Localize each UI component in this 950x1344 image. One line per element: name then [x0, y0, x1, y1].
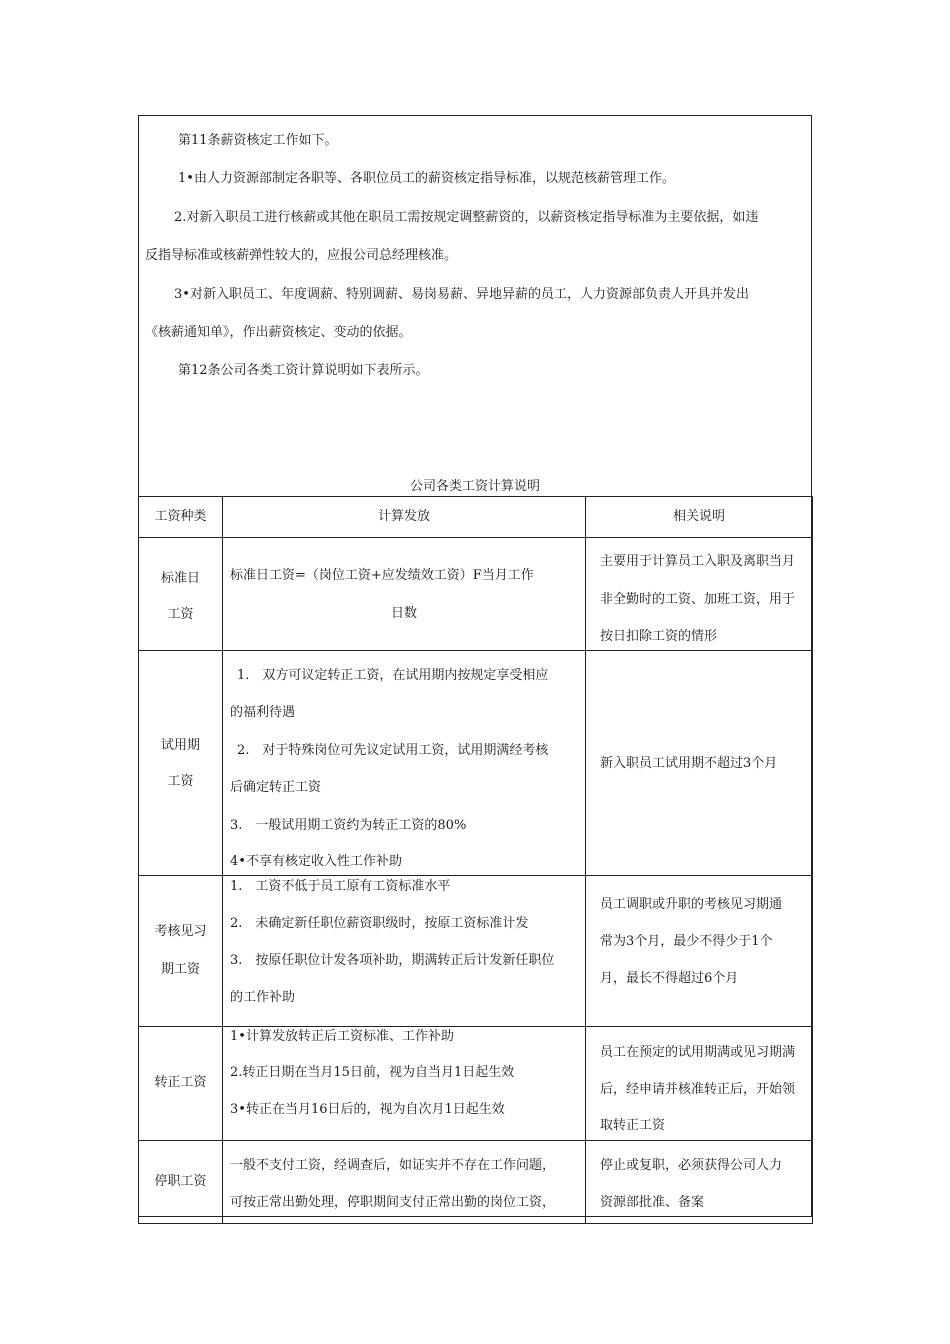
row-calc-text: 3. 按原任职位计发各项补助，期满转正后计发新任职位	[230, 953, 555, 968]
paragraph-item-2-line-2: 反指导标准或核薪弹性较大的，应报公司总经理核准。	[145, 248, 458, 263]
row-note-text: 员工在预定的试用期满或见习期满	[600, 1045, 796, 1060]
header-calc: 计算发放	[377, 509, 430, 524]
row-note-cell	[586, 651, 813, 876]
row-calc-text: 3•转正在当月16日后的，视为自次月1日起生效	[230, 1102, 505, 1117]
table-row	[139, 1141, 813, 1224]
row-calc-text: 4•不享有核定收入性工作补助	[230, 854, 402, 869]
row-type-text: 工资	[167, 774, 194, 789]
row-note-text: 资源部批准、备案	[600, 1195, 705, 1210]
row-calc-text: 3. 一般试用期工资约为转正工资的80%	[230, 818, 467, 833]
row-calc-text: 2.转正日期在当月15日前，视为自当月1日起生效	[230, 1065, 515, 1080]
row-note-text: 常为3个月，最少不得少于1个	[600, 934, 773, 949]
header-type: 工资种类	[154, 509, 207, 524]
paragraph-item-3-line-2: 《核薪通知单》，作出薪资核定、变动的依据。	[145, 325, 412, 340]
article-12-heading: 第12条公司各类工资计算说明如下表所示。	[178, 363, 429, 378]
table-row	[139, 876, 813, 1027]
row-note-cell	[586, 1027, 813, 1141]
header-cell-note	[586, 497, 813, 538]
row-calc-text: 日数	[390, 606, 417, 621]
header-cell-type	[139, 497, 223, 538]
row-type-cell	[139, 876, 223, 1027]
row-calc-text: 1•计算发放转正后工资标准、工作补助	[230, 1029, 454, 1044]
row-type-text: 期工资	[160, 962, 200, 977]
row-type-text: 工资	[167, 607, 194, 622]
row-note-text: 非全勤时的工资、加班工资，用于	[600, 592, 796, 607]
row-note-text: 按日扣除工资的情形	[600, 629, 718, 644]
table-row	[139, 538, 813, 651]
row-note-text: 停止或复职，必须获得公司人力	[600, 1158, 783, 1173]
row-type-cell	[139, 651, 223, 876]
row-note-cell	[586, 876, 813, 1027]
row-calc-text: 的工作补助	[230, 990, 296, 1005]
row-type-text: 考核见习	[154, 924, 207, 939]
row-calc-text: 可按正常出勤处理，停职期间支付正常出勤的岗位工资，	[230, 1195, 556, 1210]
row-calc-text: 1. 双方可议定转正工资，在试用期内按规定享受相应	[237, 668, 549, 683]
row-type-cell	[139, 1027, 223, 1141]
paragraph-item-2-line-1: 2.对新入职员工进行核薪或其他在职员工需按规定调整薪资的，以薪资核定指导标准为主要依据，如违	[174, 210, 759, 225]
row-calc-text: 2. 未确定新任职位薪资职级时，按原工资标准计发	[230, 916, 529, 931]
row-calc-text: 1. 工资不低于员工原有工资标准水平	[230, 879, 451, 894]
row-calc-cell	[223, 876, 586, 1027]
row-note-text: 主要用于计算员工入职及离职当月	[600, 554, 796, 569]
row-note-cell	[586, 1141, 813, 1224]
row-type-cell	[139, 1141, 223, 1224]
row-calc-text: 后确定转正工资	[230, 780, 322, 795]
row-calc-text: 标准日工资=（岗位工资+应发绩效工资）F当月工作	[230, 568, 534, 583]
row-type-text: 转正工资	[154, 1075, 207, 1090]
row-type-text: 试用期	[160, 738, 200, 753]
row-note-text: 月，最长不得超过6个月	[600, 971, 739, 986]
paragraph-item-1: 1•由人力资源部制定各职等、各职位员工的薪资核定指导标准，以规范核薪管理工作。	[178, 171, 675, 186]
row-note-text: 取转正工资	[600, 1118, 666, 1133]
row-note-text: 员工调职或升职的考核见习期通	[600, 897, 783, 912]
row-calc-cell	[223, 1027, 586, 1141]
row-note-cell	[586, 538, 813, 651]
header-cell-calc	[223, 497, 586, 538]
table-row	[139, 651, 813, 876]
row-calc-cell	[223, 1141, 586, 1224]
table-header-row	[139, 497, 813, 538]
row-calc-cell	[223, 651, 586, 876]
table-caption: 公司各类工资计算说明	[409, 479, 540, 494]
row-note-text: 新入职员工试用期不超过3个月	[600, 756, 778, 771]
row-calc-text: 的福利待遇	[230, 705, 296, 720]
row-calc-text: 一般不支付工资，经调查后，如证实并不存在工作问题，	[230, 1158, 556, 1173]
row-type-text: 标准日	[160, 571, 200, 586]
header-note: 相关说明	[672, 509, 725, 524]
row-calc-text: 2. 对于特殊岗位可先议定试用工资，试用期满经考核	[237, 743, 549, 758]
row-type-text: 停职工资	[154, 1174, 207, 1189]
row-calc-cell	[223, 538, 586, 651]
table-row	[139, 1027, 813, 1141]
paragraph-item-3-line-1: 3•对新入职员工、年度调薪、特别调薪、易岗易薪、异地异薪的员工，人力资源部负责人开具并发出	[174, 287, 749, 302]
row-note-text: 后，经申请并核准转正后，开始领	[600, 1082, 796, 1097]
row-type-cell	[139, 538, 223, 651]
salary-table	[138, 496, 813, 1224]
article-11-heading: 第11条薪资核定工作如下。	[178, 133, 338, 148]
